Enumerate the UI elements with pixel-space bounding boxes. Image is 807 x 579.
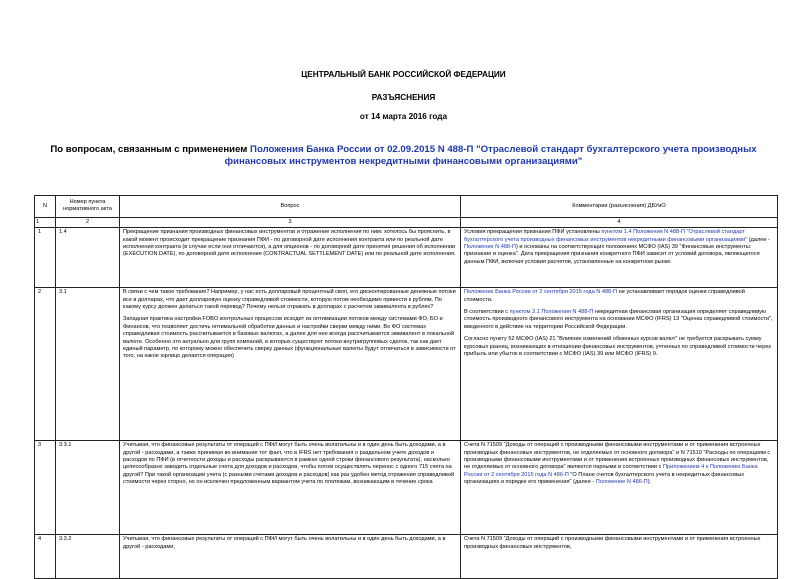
answer-text: Счета N 71509 "Доходы от операций с производными финансовыми инструментами и от применения встроенных производных финансовых инструментов, не отделяемых от основного договора" и N 71510 "Расходы по операциям с производными финансовыми инструментами и от применения встроенных производных финансовых инструментов, не отделяемых от основного договора" являются парными в соответствии с bbox=[464, 442, 771, 471]
row-answer bbox=[461, 228, 778, 288]
answer-text: В соответствии с bbox=[464, 309, 510, 316]
row-answer bbox=[461, 441, 778, 535]
row-number: 4 bbox=[35, 535, 56, 579]
question-paragraph: Учитывая, что финансовые результаты от операций с ПФИ могут быть очень волатильны и в один день быть доходами, а в другой - расходами, а также принимая во внимание тот факт, что в IFRS нет требования о раздельном учете доходов и расходов по ПФИ (в отчетности доходы и расходы раскрываются в рамках одной строки финансового результата), насколько целесообразно заводить отдельные счета для доходов и расходов, чтобы потом осуществлять перенос с одного 715 счета на другой? При такой организации учета (с разными счетами доходов и расходов) как раз удобен метод отражения справедливой стоимости через сторно, но он исключен предложенным вариантом учета по платежам, возникающим в течение срока bbox=[123, 442, 455, 486]
clarifications-table bbox=[34, 195, 778, 579]
row-answer bbox=[461, 288, 778, 441]
answer-link[interactable]: пунктом 1.4 Положения N 488-П "Отраслевой стандарт бухгалтерского учета производных финансовых инструментов некредитными финансовыми организациями" bbox=[464, 229, 748, 243]
row-question bbox=[120, 535, 461, 579]
question-paragraph: Прекращение признания производных финансовых инструментов и отражение исполнения по ним: хотелось бы прояснить, в какой момент происходит прекращение признания ПФИ - по договорной дате исполнения контракта или по реальной дате исполнения контракта (в случае если они отличаются), а для опционов - по договорной дате принятия решения об исполнении (EXECUTION DATE), по договорной дате исполнения (CONTRACTUAL SETTLEMENT DATE) или по реальной дате исполнения. bbox=[123, 229, 456, 258]
answer-link[interactable]: Приложением 4 к Положению Банка России от 2 сентября 2015 года N 486-П bbox=[464, 464, 758, 478]
row-point: 3.3.2 bbox=[56, 535, 120, 579]
answer-link[interactable]: Положение N 486-П bbox=[595, 479, 648, 486]
answer-text: некредитная финансовая организация определяет справедливую стоимость производного финансового инструмента на основании МСФО (IFRS) 13 "Оценка справедливой стоимости", введенного в действие на территории Российской Федерации. bbox=[464, 309, 773, 330]
answer-link[interactable]: Положение Банка России от 2 сентября 2015 года N 488-П bbox=[464, 289, 618, 296]
column-header-point: Номер пункта нормативного акта bbox=[56, 196, 120, 218]
answer-text: (далее - bbox=[747, 236, 770, 243]
column-header-answer: Комментарии (разъяснения) ДБУиО bbox=[461, 196, 778, 218]
row-number: 2 bbox=[35, 288, 56, 441]
answer-paragraph bbox=[464, 309, 774, 331]
question-paragraph: В связи с чем такое требование? Например, у нас есть долларовый процентный своп, его дисконтированные денежные потоки все в долларах, что дает долларовую оценку справедливой стоимости, которую потом необходимо привести к рублям. По какому курсу должен делаться такой перевод? Почему нельзя отражать в долларах с расчетом эквивалента в рублях? bbox=[123, 289, 456, 311]
row-answer bbox=[461, 535, 778, 579]
table-row bbox=[35, 288, 778, 441]
regulation-link[interactable]: Положения Банка России от 02.09.2015 N 488-П "Отраслевой стандарт бухгалтерского учета производных финансовых инструментов некредитными финансовыми организациями" bbox=[224, 144, 757, 167]
table-header-row bbox=[35, 196, 778, 218]
answer-paragraph bbox=[464, 442, 774, 486]
table-row bbox=[35, 441, 778, 535]
row-question bbox=[120, 441, 461, 535]
column-number: 3 bbox=[120, 217, 461, 227]
column-number: 4 bbox=[461, 217, 778, 227]
row-point: 1.4 bbox=[56, 228, 120, 288]
column-number: 1 bbox=[35, 217, 56, 227]
answer-text: "О Плане счетов бухгалтерского учета в некредитных финансовых организациях и порядке его применения" (далее - bbox=[464, 471, 745, 486]
column-header-question: Вопрос bbox=[120, 196, 461, 218]
document-date: от 14 марта 2016 года bbox=[359, 112, 448, 121]
answer-paragraph bbox=[464, 336, 774, 358]
row-point: 3.3.1 bbox=[56, 441, 120, 535]
bank-name-heading: ЦЕНТРАЛЬНЫЙ БАНК РОССИЙСКОЙ ФЕДЕРАЦИИ bbox=[301, 70, 506, 79]
document-type-heading: РАЗЪЯСНЕНИЯ bbox=[371, 93, 436, 102]
question-paragraph: Западная практика настройки FOBO контрольных процессов исходит из оптимизации потоков между системами ФО, БО и Финансов, что позволяет достичь оптимальной обработки данных и настройки сверки между ними. Во ФО системах справедливая стоимость рассчитывается в базовых валютах, а далее для нее всегда рассчитывается эквивалент в локальной валюте. Особенно это актуально для групп компаний, в которых существуют потоки внутригрупповых сделок, так как дает единый параметр, по которому можно обеспечить сверку данных (функциональные валюты будут отличаться в зависимости от того, на какое юрлицо делается операция) bbox=[123, 316, 456, 360]
answer-text: Условия прекращения признания ПФИ установлены bbox=[464, 229, 602, 236]
answer-text: не устанавливает порядок оценки справедливой стоимости. bbox=[464, 289, 745, 303]
table-row bbox=[35, 228, 778, 288]
row-number: 3 bbox=[35, 441, 56, 535]
row-number: 1 bbox=[35, 228, 56, 288]
column-number: 2 bbox=[56, 217, 120, 227]
column-number-row bbox=[35, 217, 778, 227]
answer-paragraph bbox=[464, 289, 774, 304]
row-question bbox=[120, 228, 461, 288]
answer-link[interactable]: Положение N 488-П bbox=[464, 244, 516, 251]
table-row bbox=[35, 535, 778, 579]
answer-text: ). bbox=[647, 479, 652, 486]
column-header-number: N bbox=[35, 196, 56, 218]
answer-text: ) и основаны на соответствующих положениях МСФО (IAS) 39 "Финансовые инструменты: признание и оценка". Дата прекращения признания конкретного ПФИ зависит от условий договора, являющегося данным ПФИ, включая условия расчетов, установленные на конкретном рынке. bbox=[464, 244, 760, 265]
document-subject bbox=[40, 144, 767, 168]
question-paragraph: Учитывая, что финансовые результаты от операций с ПФИ могут быть очень волатильны и в один день быть доходами, а в другой - расходами, bbox=[123, 536, 446, 550]
answer-paragraph bbox=[464, 229, 774, 266]
answer-text: Согласно пункту 52 МСФО (IAS) 21 "Влияние изменений обменных курсов валют" не требуется раскрывать сумму курсовых разниц, возникающих в отношении финансовых инструментов, учтенных по справедливой стоимости через прибыль или убыток в соответствии с МСФО (IAS) 39 или МСФО (IFRS) 9. bbox=[464, 336, 771, 358]
row-question bbox=[120, 288, 461, 441]
subject-prefix: По вопросам, связанным с применением bbox=[50, 144, 251, 155]
answer-link[interactable]: пунктом 2.1 Положения N 488-П bbox=[509, 309, 594, 316]
row-point: 3.1 bbox=[56, 288, 120, 441]
answer-paragraph: Счета N 71509 "Доходы от операций с производными финансовыми инструментами и от применения встроенных производных финансовых инструментов, bbox=[464, 536, 761, 550]
